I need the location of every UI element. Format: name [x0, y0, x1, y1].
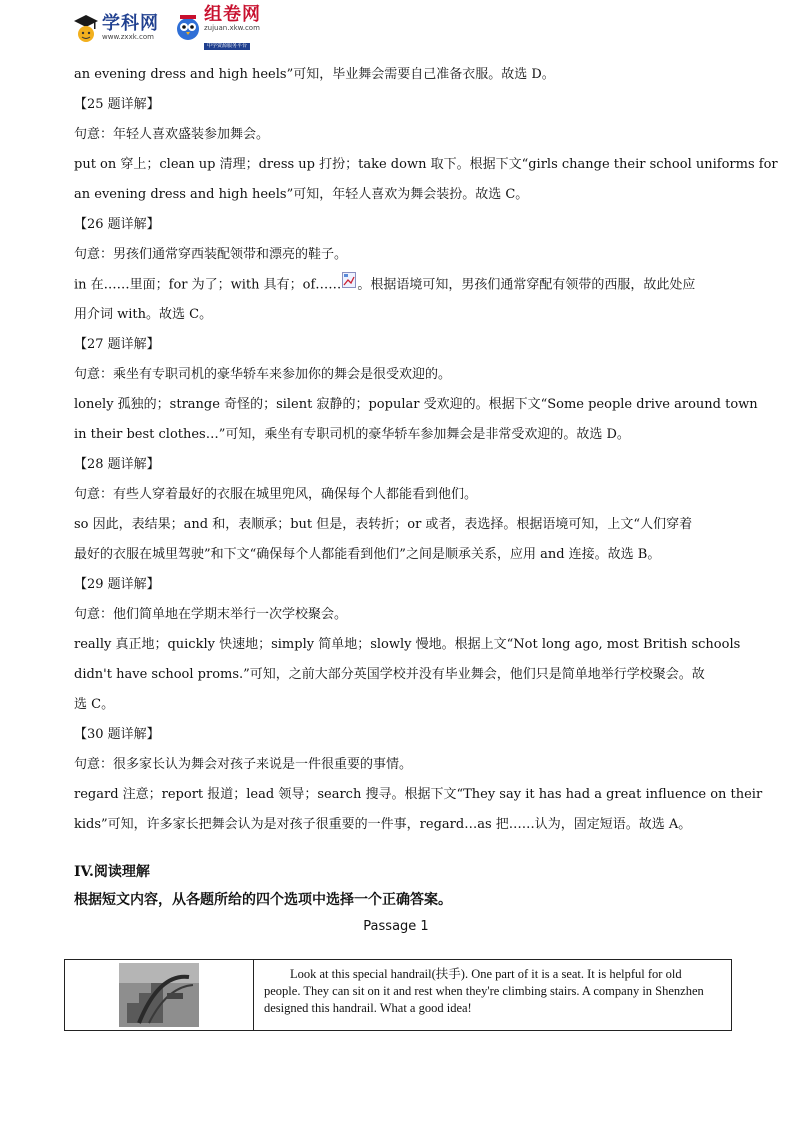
graduate-cap-icon [72, 11, 100, 45]
text-line: an evening dress and high heels”可知，年轻人喜欢为舞会装扮。故选 C。 [74, 187, 529, 202]
text-line: 最好的衣服在城里驾驶”和下文“确保每个人都能看到他们”之间是顺承关系，应用 and 连接。故选 B。 [74, 547, 661, 562]
text-line: 句意：乘坐有专职司机的豪华轿车来参加你的舞会是很受欢迎的。 [74, 367, 452, 382]
logo2-title: 组卷网 [204, 3, 261, 25]
zujuan-logo [175, 3, 261, 49]
logo2-tag: 中学资源服务平台 [204, 43, 250, 50]
text-line: kids”可知，许多家长把舞会认为是对孩子很重要的一件事，regard…as 把……认为，固定短语。故选 A。 [74, 817, 692, 832]
section-instruction: 根据短文内容，从各题所给的四个选项中选择一个正确答案。 [74, 892, 452, 908]
broken-image-icon [342, 270, 356, 300]
logo1-url: www.zxxk.com [102, 33, 154, 41]
text-line: 用介词 with。故选 C。 [74, 307, 213, 322]
text-line: really 真正地；quickly 快速地；simply 简单地；slowly 慢地。根据上文“Not long ago, most British schools [74, 637, 741, 652]
passage-title: Passage 1 [363, 919, 429, 934]
text-line: didn't have school proms.”可知，之前大部分英国学校并没有毕业舞会，他们只是简单地举行学校聚会。故 [74, 667, 705, 682]
logo1-title: 学科网 [102, 13, 159, 34]
text-line: so 因此，表结果；and 和，表顺承；but 但是，表转折；or 或者，表选择。根据语境可知，上文“人们穿着 [74, 517, 693, 532]
text-segment: 。根据语境可知，男孩们通常穿配有领带的西服，故此处应 [357, 277, 696, 293]
text-line: 句意：他们简单地在学期末举行一次学校聚会。 [74, 607, 348, 622]
section-title: IV.阅读理解 [74, 864, 150, 880]
text-line: an evening dress and high heels”可知，毕业舞会需要自己准备衣服。故选 D。 [74, 67, 555, 82]
question-heading-29: 【29 题详解】 [74, 577, 160, 592]
passage-text: Look at this special handrail(扶手). One part of it is a seat. It is helpful for old people. They can sit on it and rest when they're climbing stairs. A company in Shenzhen designed this handrail. What a good idea! [264, 967, 704, 1015]
text-line [74, 270, 730, 300]
question-heading-28: 【28 题详解】 [74, 457, 160, 472]
question-heading-30: 【30 题详解】 [74, 727, 160, 742]
text-line: 句意：年轻人喜欢盛装参加舞会。 [74, 127, 270, 142]
document-body [74, 60, 778, 940]
text-line: 句意：有些人穿着最好的衣服在城里兜风，确保每个人都能看到他们。 [74, 487, 478, 502]
text-segment: in 在……里面；for 为了；with 具有；of…… [74, 277, 342, 293]
question-heading-26: 【26 题详解】 [74, 217, 160, 232]
owl-mascot-icon [175, 11, 201, 45]
text-line: regard 注意；report 报道；lead 领导；search 搜寻。根据下文“They say it has had a great influence on their [74, 787, 763, 802]
text-line: lonely 孤独的；strange 奇怪的；silent 寂静的；popular 受欢迎的。根据下文“Some people drive around town [74, 397, 758, 412]
page-header [72, 3, 732, 49]
text-line: 句意：很多家长认为舞会对孩子来说是一件很重要的事情。 [74, 757, 413, 772]
text-line: put on 穿上；clean up 清理；dress up 打扮；take down 取下。根据下文“girls change their school uniforms for [74, 157, 778, 172]
question-heading-27: 【27 题详解】 [74, 337, 160, 352]
passage-table [64, 959, 732, 1031]
logo2-url: zujuan.xkw.com [204, 23, 260, 32]
text-line: 选 C。 [74, 697, 115, 712]
zxxk-logo [72, 8, 159, 48]
text-line: 句意：男孩们通常穿西装配领带和漂亮的鞋子。 [74, 247, 348, 262]
question-heading-25: 【25 题详解】 [74, 97, 160, 112]
text-line: in their best clothes…”可知，乘坐有专职司机的豪华轿车参加舞会是非常受欢迎的。故选 D。 [74, 427, 630, 442]
handrail-photo [65, 960, 254, 1030]
